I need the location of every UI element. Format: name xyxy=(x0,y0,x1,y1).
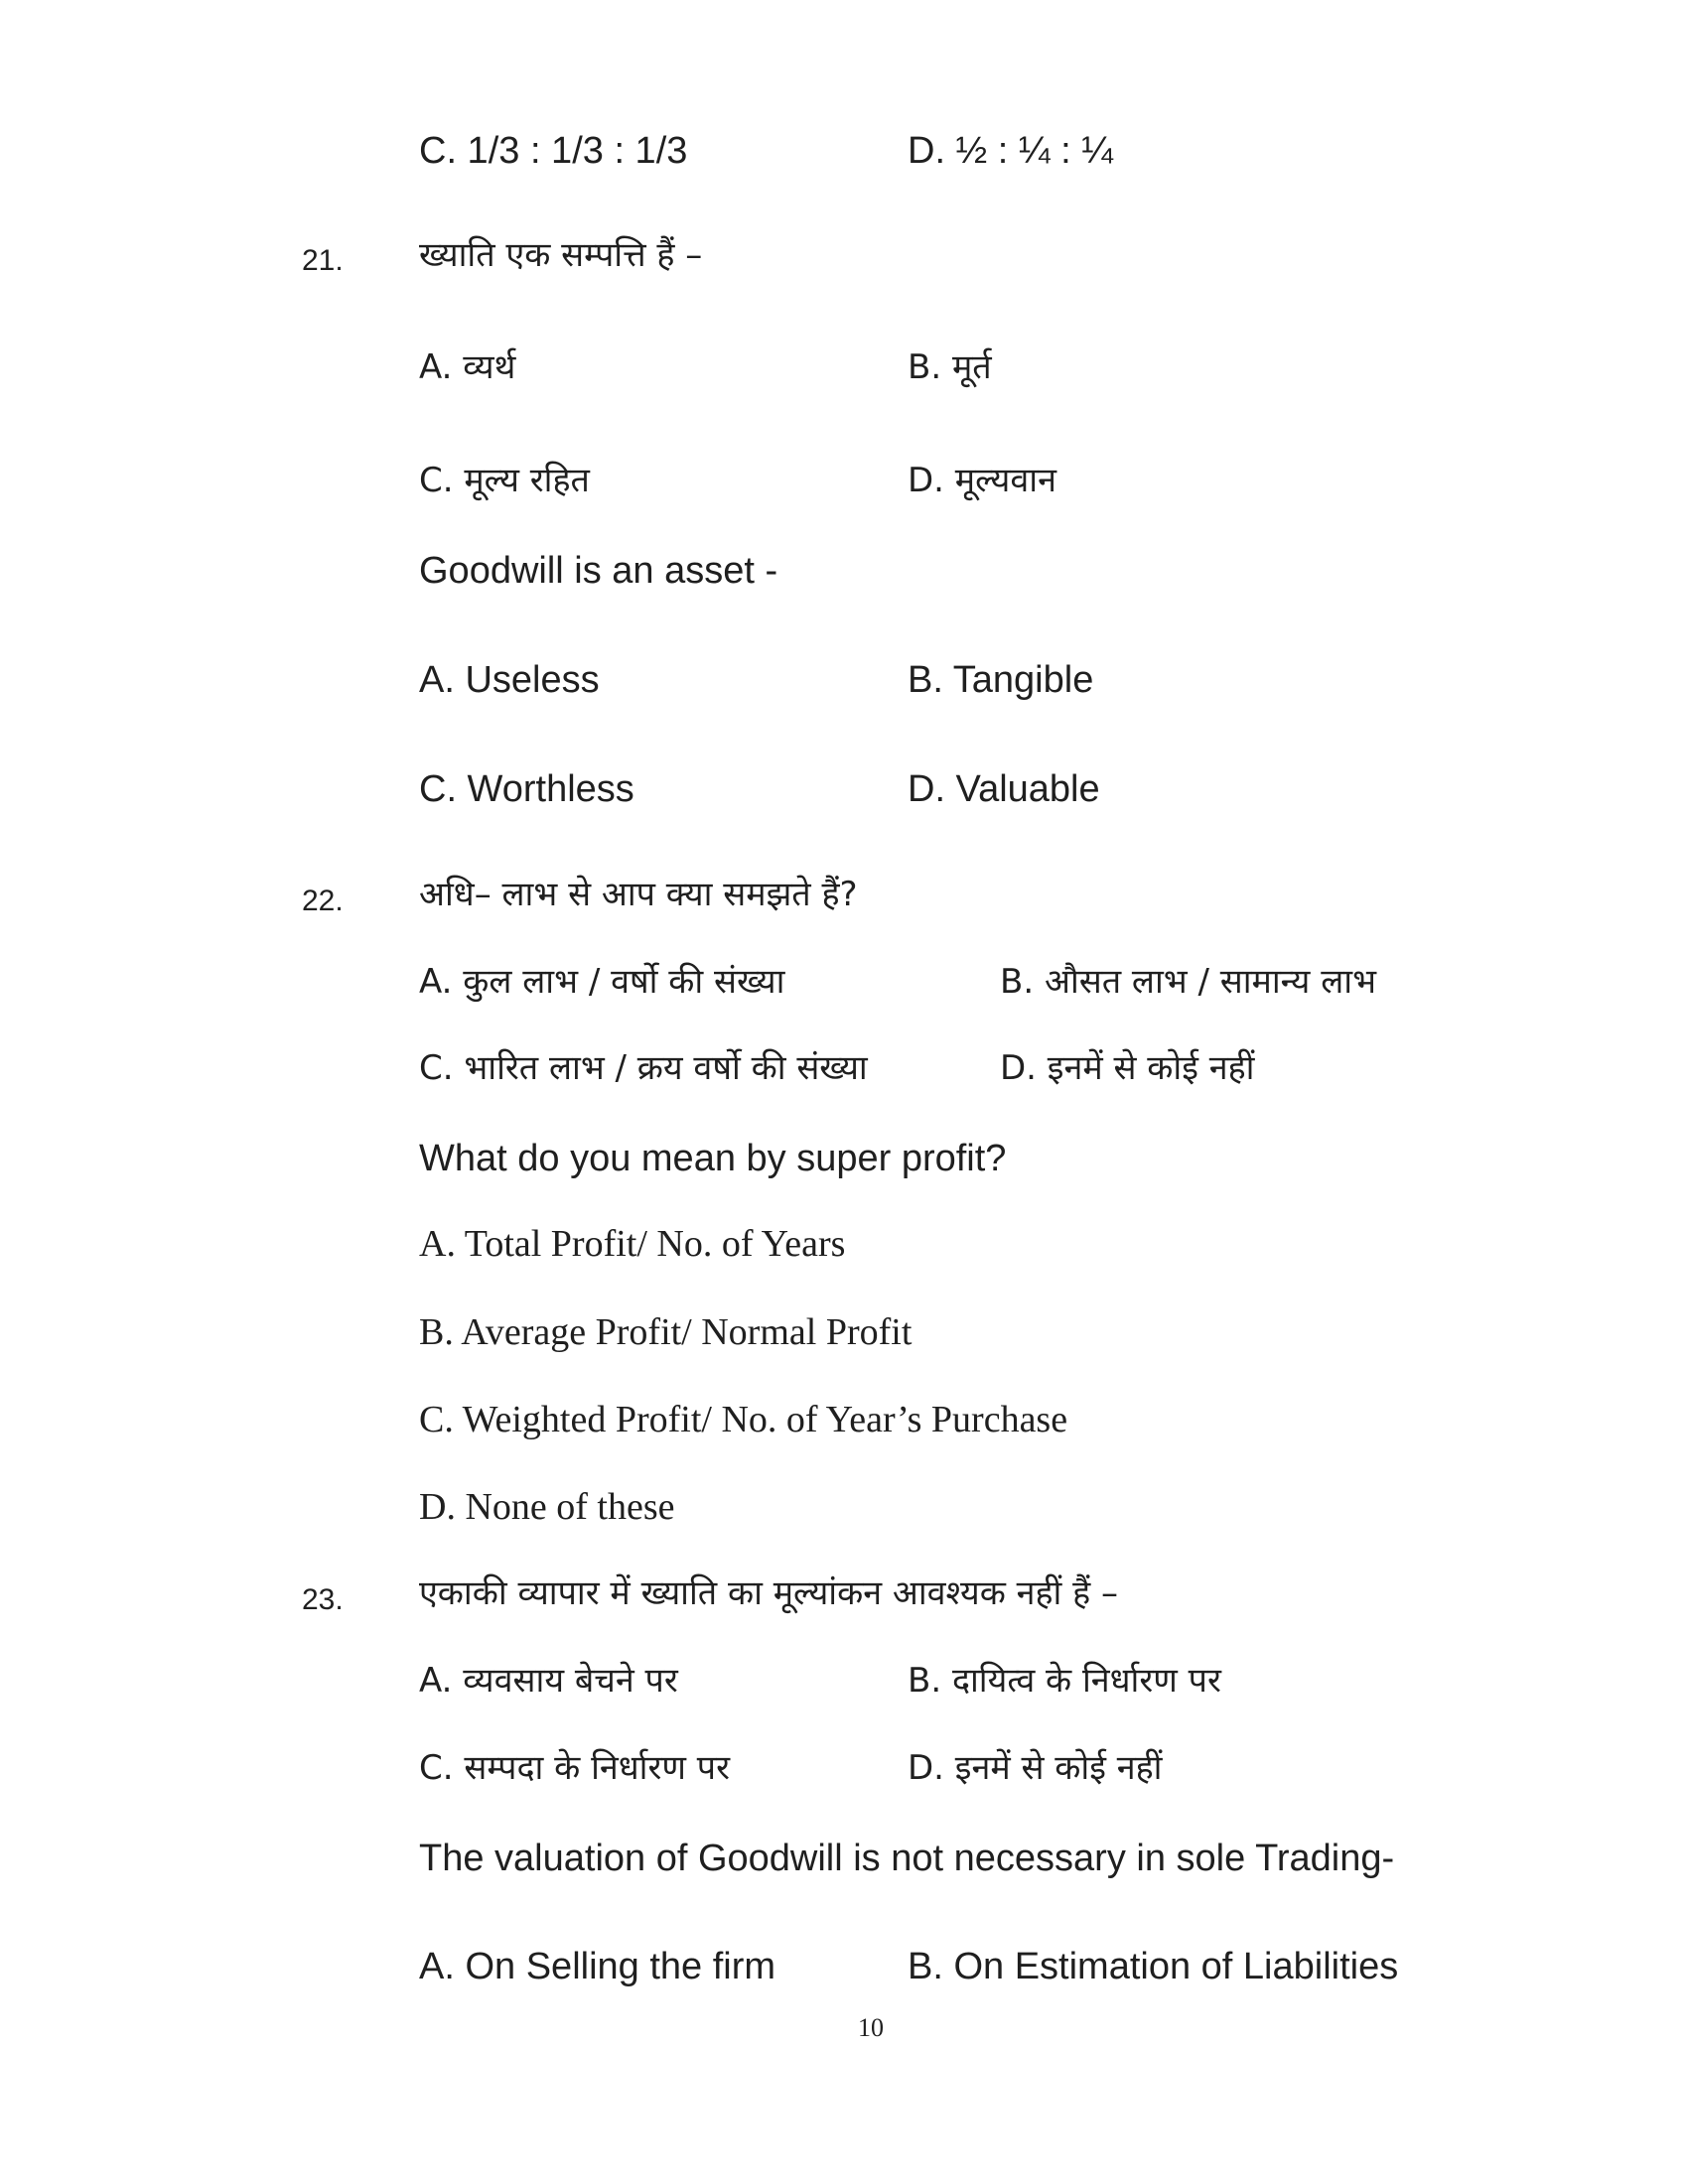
q22-hindi-option-a: A. कुल लाभ / वर्षो की संख्या xyxy=(419,962,785,1002)
q23-hindi-option-c: C. सम्पदा के निर्धारण पर xyxy=(419,1748,730,1788)
q22-english-option-a: A. Total Profit/ No. of Years xyxy=(419,1223,846,1265)
q21-hindi-option-c: C. मूल्य रहित xyxy=(419,461,590,500)
q21-hindi-option-d: D. मूल्यवान xyxy=(908,461,1056,500)
q21-english-option-a: A. Useless xyxy=(419,659,600,701)
q21-english-option-d: D. Valuable xyxy=(908,768,1100,810)
q21-english-option-c: C. Worthless xyxy=(419,768,634,810)
q22-hindi-option-b: B. औसत लाभ / सामान्य लाभ xyxy=(1000,962,1376,1002)
question-number-21: 21. xyxy=(302,244,344,277)
q22-hindi-option-d: D. इनमें से कोई नहीं xyxy=(1000,1048,1255,1088)
q21-hindi-option-a: A. व्यर्थ xyxy=(419,347,516,387)
prev-option-d: D. ½ : ¼ : ¼ xyxy=(908,130,1113,172)
q21-hindi-option-b: B. मूर्त xyxy=(908,347,992,387)
q22-english-option-b: B. Average Profit/ Normal Profit xyxy=(419,1311,913,1353)
q23-hindi-option-a: A. व्यवसाय बेचने पर xyxy=(419,1661,678,1701)
q22-english-option-c: C. Weighted Profit/ No. of Year’s Purchase xyxy=(419,1399,1068,1440)
q23-english-question: The valuation of Goodwill is not necessary in sole Trading- xyxy=(419,1838,1395,1879)
q23-english-option-b: B. On Estimation of Liabilities xyxy=(908,1946,1399,1987)
q23-hindi-question: एकाकी व्यापार में ख्याति का मूल्यांकन आवश्यक नहीं हैं – xyxy=(419,1573,1119,1613)
q21-english-question: Goodwill is an asset - xyxy=(419,550,778,592)
q22-hindi-question: अधि– लाभ से आप क्या समझते हैं? xyxy=(419,875,858,914)
question-number-22: 22. xyxy=(302,885,344,917)
q21-hindi-question: ख्याति एक सम्पत्ति हैं – xyxy=(419,235,703,275)
q22-english-question: What do you mean by super profit? xyxy=(419,1138,1007,1179)
q22-hindi-option-c: C. भारित लाभ / क्रय वर्षो की संख्या xyxy=(419,1048,868,1088)
question-number-23: 23. xyxy=(302,1583,344,1616)
page-number: 10 xyxy=(858,2013,884,2042)
q23-hindi-option-b: B. दायित्व के निर्धारण पर xyxy=(908,1661,1221,1701)
q22-english-option-d: D. None of these xyxy=(419,1486,675,1528)
q23-english-option-a: A. On Selling the firm xyxy=(419,1946,776,1987)
q23-hindi-option-d: D. इनमें से कोई नहीं xyxy=(908,1748,1163,1788)
q21-english-option-b: B. Tangible xyxy=(908,659,1094,701)
prev-option-c: C. 1/3 : 1/3 : 1/3 xyxy=(419,130,688,172)
